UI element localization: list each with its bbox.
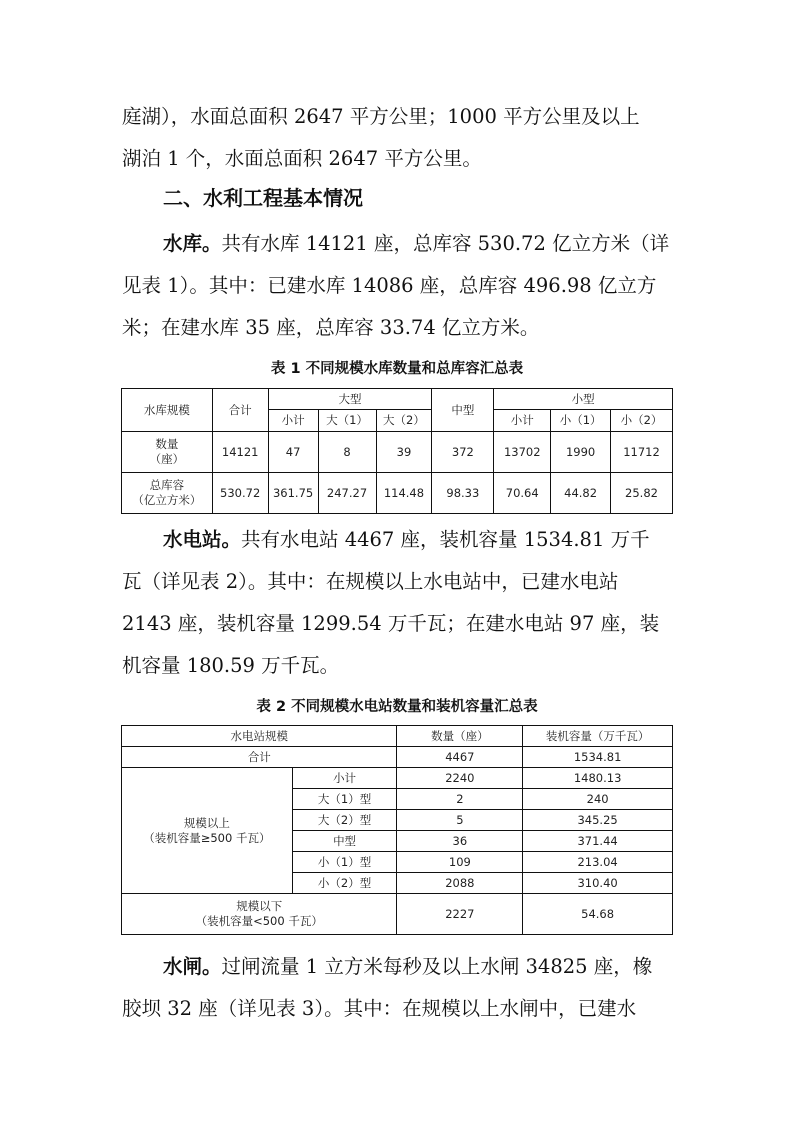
table-cell: 5 bbox=[397, 810, 523, 831]
table-cell: 361.75 bbox=[268, 473, 318, 514]
table-cell: 240 bbox=[523, 789, 673, 810]
below-scale-label-top: 规模以下 bbox=[236, 899, 283, 913]
table-cell: 36 bbox=[397, 831, 523, 852]
header-total: 合计 bbox=[212, 389, 268, 432]
sluice-lead: 水闸。 bbox=[163, 955, 222, 978]
header-scale: 水库规模 bbox=[122, 389, 213, 432]
table-cell: 372 bbox=[432, 432, 494, 473]
table-cell: 11712 bbox=[611, 432, 673, 473]
row-label: 小（1）型 bbox=[292, 852, 397, 873]
table-row-count bbox=[122, 432, 673, 473]
row-label: 小（2）型 bbox=[292, 873, 397, 894]
hydro-line-1 bbox=[163, 520, 678, 560]
table-cell: 25.82 bbox=[611, 473, 673, 514]
section-heading: 二、水利工程基本情况 bbox=[163, 186, 363, 210]
table-cell: 213.04 bbox=[523, 852, 673, 873]
intro-line-2: 湖泊 1 个，水面总面积 2647 平方公里。 bbox=[122, 147, 482, 170]
table-cell: 530.72 bbox=[212, 473, 268, 514]
table-cell: 1534.81 bbox=[523, 747, 673, 768]
table-row-total bbox=[122, 747, 673, 768]
intro-line-1: 庭湖），水面总面积 2647 平方公里；1000 平方公里及以上 bbox=[122, 105, 640, 128]
table-cell: 2088 bbox=[397, 873, 523, 894]
table-cell: 47 bbox=[268, 432, 318, 473]
table-cell: 2 bbox=[397, 789, 523, 810]
table-row-capacity bbox=[122, 473, 673, 514]
table-cell: 310.40 bbox=[523, 873, 673, 894]
header-small-2: 小（2） bbox=[611, 410, 673, 432]
header-count: 数量（座） bbox=[397, 726, 523, 747]
row-label-count bbox=[122, 432, 213, 473]
table-cell: 4467 bbox=[397, 747, 523, 768]
table-cell: 13702 bbox=[494, 432, 551, 473]
table2-caption: 表 2 不同规模水电站数量和装机容量汇总表 bbox=[256, 699, 538, 715]
above-scale-label-bottom: （装机容量≥500 千瓦） bbox=[143, 830, 271, 845]
table-cell: 14121 bbox=[212, 432, 268, 473]
below-scale-label bbox=[122, 894, 397, 935]
hydro-line-4: 机容量 180.59 万千瓦。 bbox=[122, 654, 340, 677]
row-label: 中型 bbox=[292, 831, 397, 852]
table-cell: 39 bbox=[376, 432, 432, 473]
table-cell: 109 bbox=[397, 852, 523, 873]
row-label: 大（1）型 bbox=[292, 789, 397, 810]
sluice-line-1 bbox=[163, 947, 678, 987]
row-label-count-top: 数量 bbox=[155, 437, 179, 451]
table-cell: 2240 bbox=[397, 768, 523, 789]
row-label-capacity-bottom: （亿立方米） bbox=[132, 493, 202, 507]
hydro-line-3: 2143 座，装机容量 1299.54 万千瓦；在建水电站 97 座，装 bbox=[122, 612, 660, 635]
row-label-count-bottom: （座） bbox=[149, 452, 185, 466]
sluice-line-2: 胶坝 32 座（详见表 3）。其中：在规模以上水闸中，已建水 bbox=[122, 997, 637, 1020]
below-scale-label-bottom: （装机容量<500 千瓦） bbox=[195, 914, 323, 928]
table1-caption: 表 1 不同规模水库数量和总库容汇总表 bbox=[270, 361, 524, 377]
header-large-2: 大（2） bbox=[376, 410, 432, 432]
sluice-text-1: 过闸流量 1 立方米每秒及以上水闸 34825 座，橡 bbox=[221, 955, 653, 978]
table-cell: 1990 bbox=[551, 432, 611, 473]
above-scale-label-top: 规模以上 bbox=[183, 815, 230, 830]
table-cell: 371.44 bbox=[523, 831, 673, 852]
table-row-below bbox=[122, 894, 673, 935]
row-label: 小计 bbox=[292, 768, 397, 789]
total-label: 合计 bbox=[122, 747, 397, 768]
header-medium: 中型 bbox=[432, 389, 494, 432]
table-cell: 345.25 bbox=[523, 810, 673, 831]
header-small-1: 小（1） bbox=[551, 410, 611, 432]
header-large: 大型 bbox=[268, 389, 432, 410]
hydro-text-1: 共有水电站 4467 座，装机容量 1534.81 万千 bbox=[241, 528, 650, 551]
table-cell: 98.33 bbox=[432, 473, 494, 514]
hydro-lead: 水电站。 bbox=[163, 528, 242, 551]
table-cell: 70.64 bbox=[494, 473, 551, 514]
reservoir-table bbox=[121, 388, 673, 514]
table-cell: 54.68 bbox=[523, 894, 673, 935]
table-cell: 1480.13 bbox=[523, 768, 673, 789]
header-capacity: 装机容量（万千瓦） bbox=[523, 726, 673, 747]
header-large-subtotal: 小计 bbox=[268, 410, 318, 432]
row-label: 大（2）型 bbox=[292, 810, 397, 831]
table-cell: 2227 bbox=[397, 894, 523, 935]
reservoir-text-1: 共有水库 14121 座，总库容 530.72 亿立方米（详 bbox=[221, 232, 670, 255]
header-large-1: 大（1） bbox=[318, 410, 376, 432]
table-cell: 44.82 bbox=[551, 473, 611, 514]
reservoir-line-2: 见表 1）。其中：已建水库 14086 座，总库容 496.98 亿立方 bbox=[122, 274, 657, 297]
reservoir-line-1 bbox=[163, 224, 678, 264]
hydro-line-2: 瓦（详见表 2）。其中：在规模以上水电站中，已建水电站 bbox=[122, 570, 619, 593]
table-cell: 247.27 bbox=[318, 473, 376, 514]
reservoir-line-3: 米；在建水库 35 座，总库容 33.74 亿立方米。 bbox=[122, 316, 540, 339]
reservoir-lead: 水库。 bbox=[163, 232, 222, 255]
header-small-subtotal: 小计 bbox=[494, 410, 551, 432]
header-small: 小型 bbox=[494, 389, 673, 410]
table-cell: 114.48 bbox=[376, 473, 432, 514]
row-label-capacity bbox=[122, 473, 213, 514]
above-scale-label bbox=[122, 768, 293, 894]
hydropower-table bbox=[121, 725, 673, 935]
table-row bbox=[122, 768, 673, 789]
table-cell: 8 bbox=[318, 432, 376, 473]
row-label-capacity-top: 总库容 bbox=[149, 478, 185, 492]
header-scale: 水电站规模 bbox=[122, 726, 397, 747]
